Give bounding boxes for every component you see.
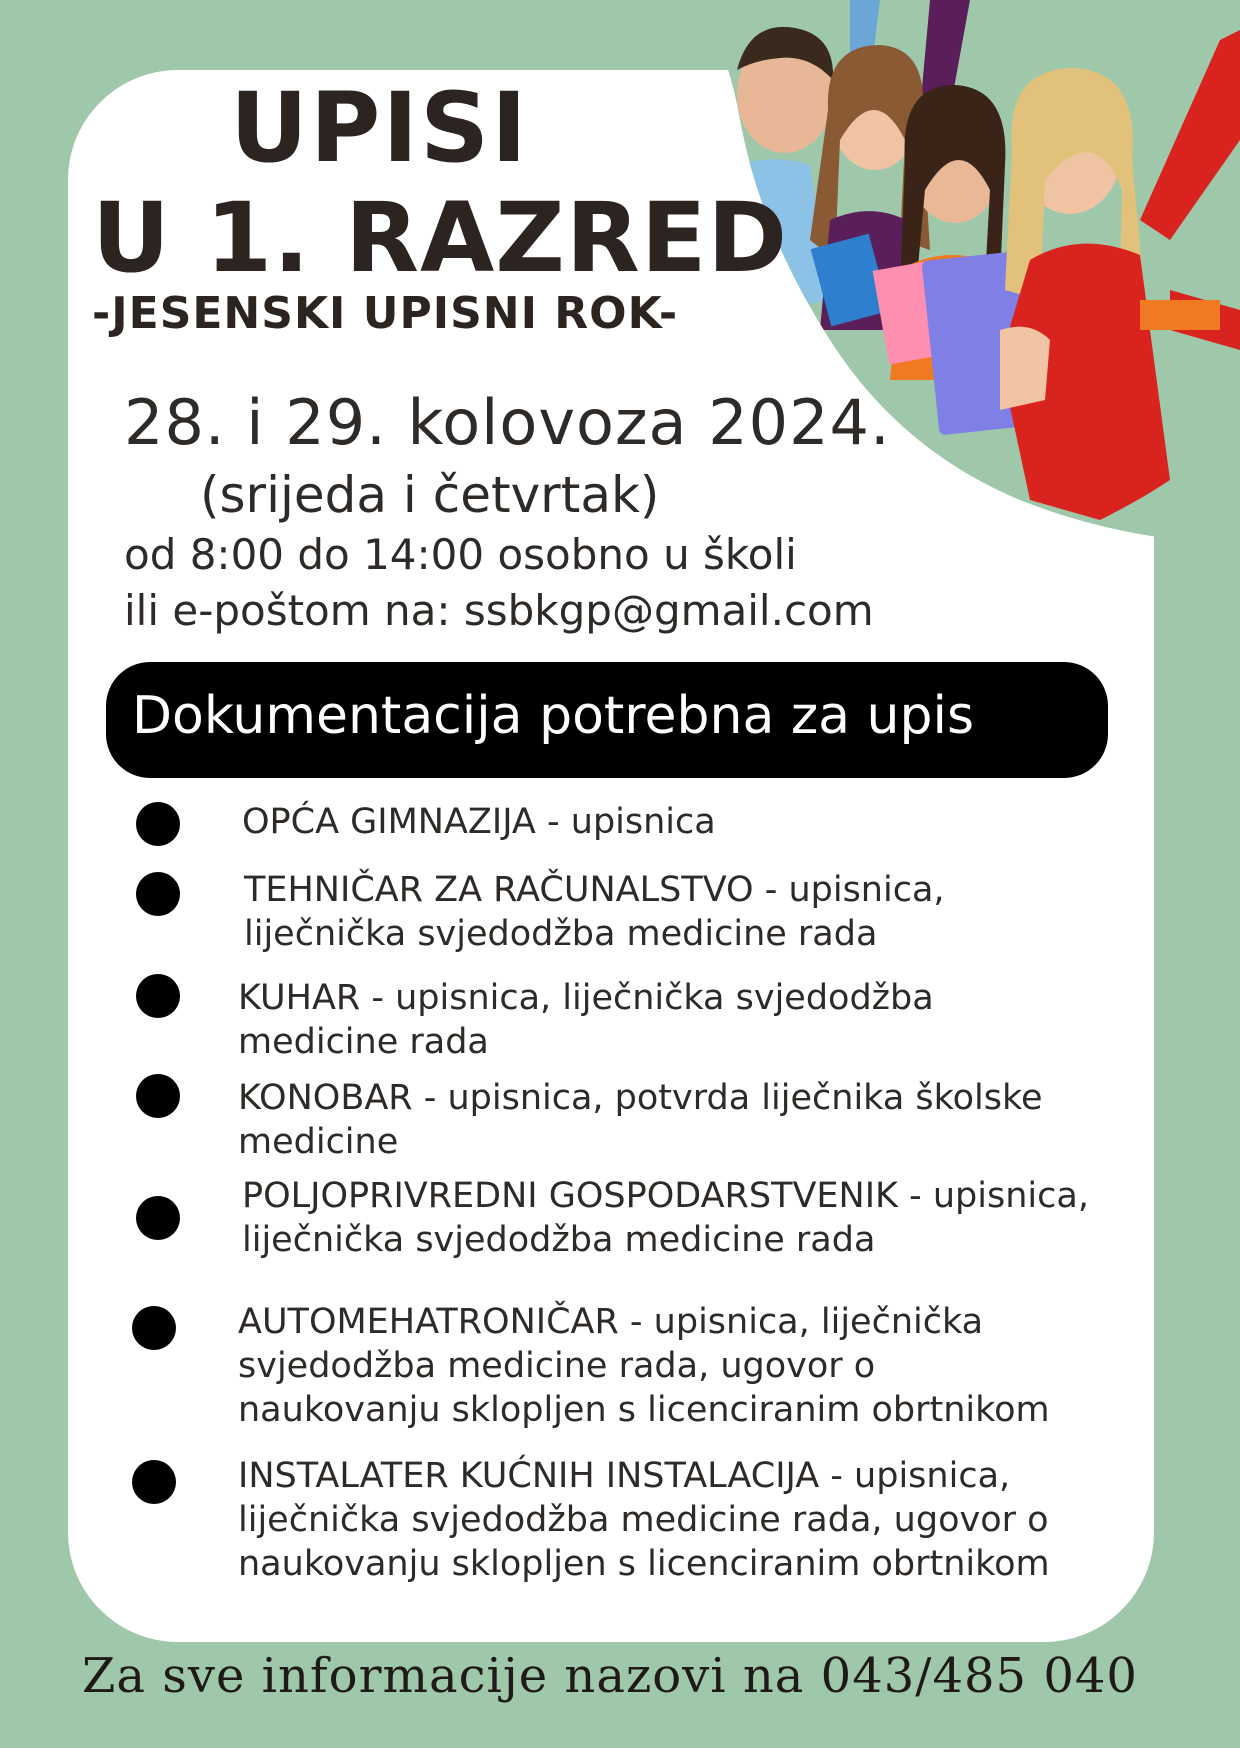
list-item-line: KUHAR - upisnica, liječnička svjedodžba: [238, 978, 934, 1018]
list-item-line: liječnička svjedodžba medicine rada: [242, 1220, 876, 1260]
list-item-line: naukovanju sklopljen s licenciranim obrtnikom: [238, 1390, 1050, 1430]
bullet-icon: [136, 872, 180, 916]
list-item-line: TEHNIČAR ZA RAČUNALSTVO - upisnica,: [244, 870, 945, 910]
bullet-icon: [132, 1460, 176, 1504]
list-item-line: OPĆA GIMNAZIJA - upisnica: [242, 802, 716, 842]
docs-header-bar: [106, 662, 1108, 778]
list-item-text: [244, 868, 1144, 956]
enrollment-hours: od 8:00 do 14:00 osobno u školi: [124, 530, 797, 579]
list-item-line: liječnička svjedodžba medicine rada: [244, 914, 878, 954]
bullet-icon: [136, 802, 180, 846]
list-item-line: INSTALATER KUĆNIH INSTALACIJA - upisnica,: [238, 1456, 1011, 1496]
list-item-text: [238, 976, 1138, 1064]
list-item-line: AUTOMEHATRONIČAR - upisnica, liječnička: [238, 1302, 984, 1342]
docs-header-label: Dokumentacija potrebna za upis: [132, 686, 975, 746]
email-line: ili e-poštom na: ssbkgp@gmail.com: [124, 586, 874, 635]
list-item-line: liječnička svjedodžba medicine rada, ugovor o: [238, 1500, 1049, 1540]
list-item-line: medicine rada: [238, 1022, 489, 1062]
list-item-text: [242, 800, 1142, 844]
bullet-icon: [136, 1074, 180, 1118]
list-item-text: [242, 1174, 1142, 1262]
list-item-text: [238, 1300, 1138, 1432]
list-item-line: naukovanju sklopljen s licenciranim obrtnikom: [238, 1544, 1050, 1584]
list-item-line: svjedodžba medicine rada, ugovor o: [238, 1346, 876, 1386]
list-item-line: KONOBAR - upisnica, potvrda liječnika školske: [238, 1078, 1043, 1118]
bullet-icon: [132, 1306, 176, 1350]
list-item-text: [238, 1076, 1138, 1164]
bullet-icon: [136, 1196, 180, 1240]
list-item-line: medicine: [238, 1122, 399, 1162]
list-item-text: [238, 1454, 1138, 1586]
title-line-1: UPISI: [230, 72, 529, 184]
enrollment-days: (srijeda i četvrtak): [200, 466, 660, 524]
list-item-line: POLJOPRIVREDNI GOSPODARSTVENIK - upisnica,: [242, 1176, 1089, 1216]
footer-contact: Za sve informacije nazovi na 043/485 040: [82, 1648, 1138, 1704]
subtitle: -JESENSKI UPISNI ROK-: [92, 288, 679, 339]
title-line-2: U 1. RAZRED: [92, 182, 789, 294]
bullet-icon: [136, 974, 180, 1018]
enrollment-date: 28. i 29. kolovoza 2024.: [124, 386, 891, 459]
